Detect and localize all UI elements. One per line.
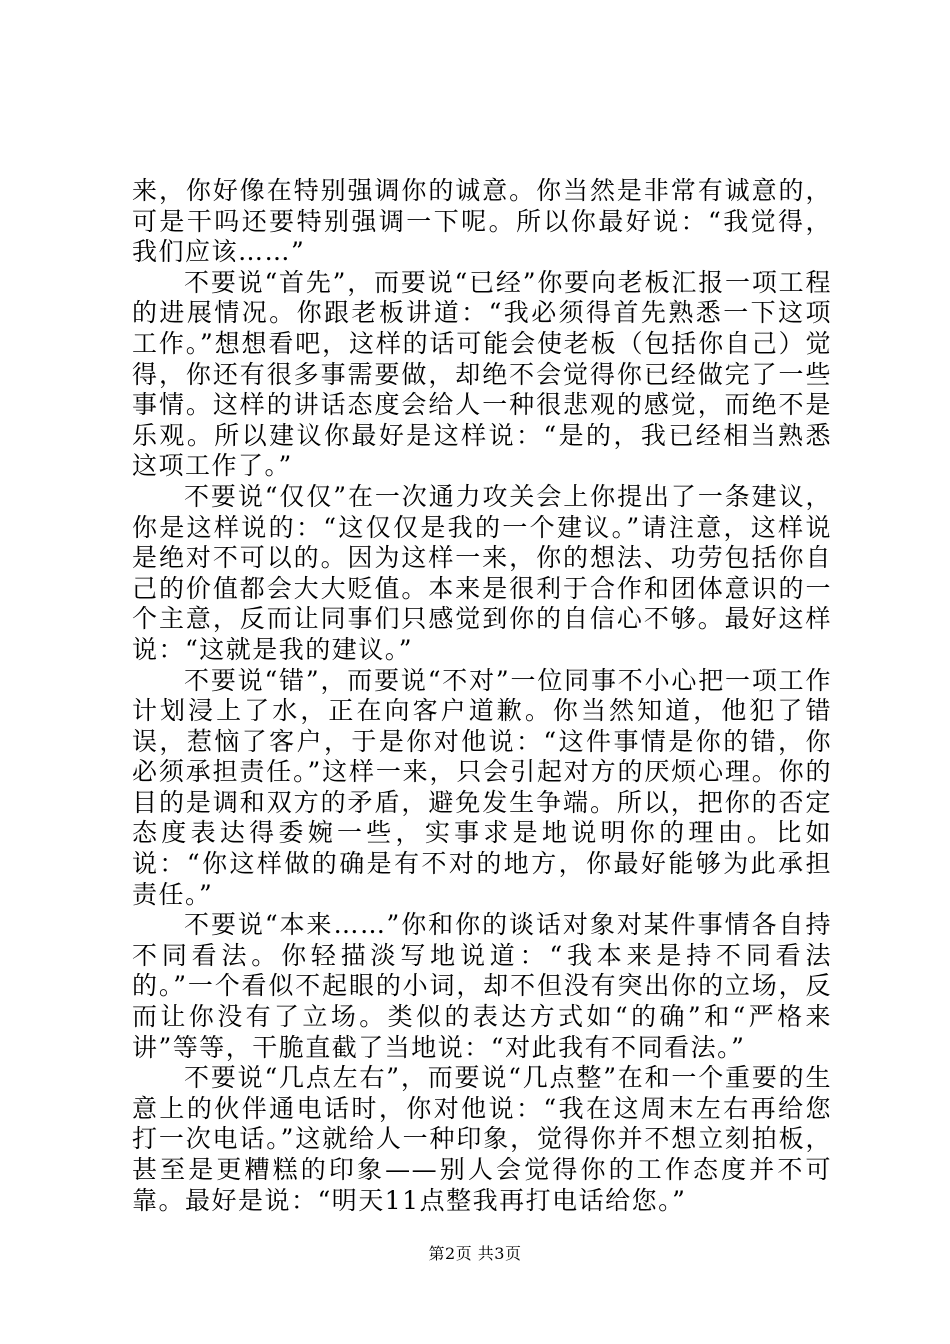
paragraph-1: 来，你好像在特别强调你的诚意。你当然是非常有诚意的，可是干吗还要特别强调一下呢。所以你最好说：“我觉得，我们应该……” xyxy=(132,176,832,267)
page-footer: 第2页 共3页 xyxy=(428,1244,522,1263)
paragraph-4: 不要说“错”，而要说“不对”一位同事不小心把一项工作计划浸上了水，正在向客户道歉。你当然知道，他犯了错误，惹恼了客户，于是你对他说：“这件事情是你的错，你必须承担责任。”这样一来，只会引起对方的厌烦心理。你的目的是调和双方的矛盾，避免发生争端。所以，把你的否定态度表达得委婉一些，实事求是地说明你的理由。比如说：“你这样做的确是有不对的地方，你最好能够为此承担责任。” xyxy=(132,665,832,909)
paragraph-2: 不要说“首先”，而要说“已经”你要向老板汇报一项工程的进展情况。你跟老板讲道：“我必须得首先熟悉一下这项工作。”想想看吧，这样的话可能会使老板（包括你自己）觉得，你还有很多事需要做，却绝不会觉得你已经做完了一些事情。这样的讲话态度会给人一种很悲观的感觉，而绝不是乐观。所以建议你最好是这样说：“是的，我已经相当熟悉这项工作了。” xyxy=(132,267,832,481)
paragraph-3: 不要说“仅仅”在一次通力攻关会上你提出了一条建议，你是这样说的：“这仅仅是我的一个建议。”请注意，这样说是绝对不可以的。因为这样一来，你的想法、功劳包括你自己的价值都会大大贬值。本来是很利于合作和团体意识的一个主意，反而让同事们只感觉到你的自信心不够。最好这样说：“这就是我的建议。” xyxy=(132,481,832,664)
paragraph-6: 不要说“几点左右”，而要说“几点整”在和一个重要的生意上的伙伴通电话时，你对他说：“我在这周末左右再给您打一次电话。”这就给人一种印象，觉得你并不想立刻拍板，甚至是更糟糕的印象——别人会觉得你的工作态度并不可靠。最好是说：“明天11点整我再打电话给您。” xyxy=(132,1063,832,1215)
document-body xyxy=(132,176,832,1216)
paragraph-5: 不要说“本来……”你和你的谈话对象对某件事情各自持不同看法。你轻描淡写地说道：“我本来是持不同看法的。”一个看似不起眼的小词，却不但没有突出你的立场，反而让你没有了立场。类似的表达方式如“的确”和“严格来讲”等等，干脆直截了当地说：“对此我有不同看法。” xyxy=(132,910,832,1062)
